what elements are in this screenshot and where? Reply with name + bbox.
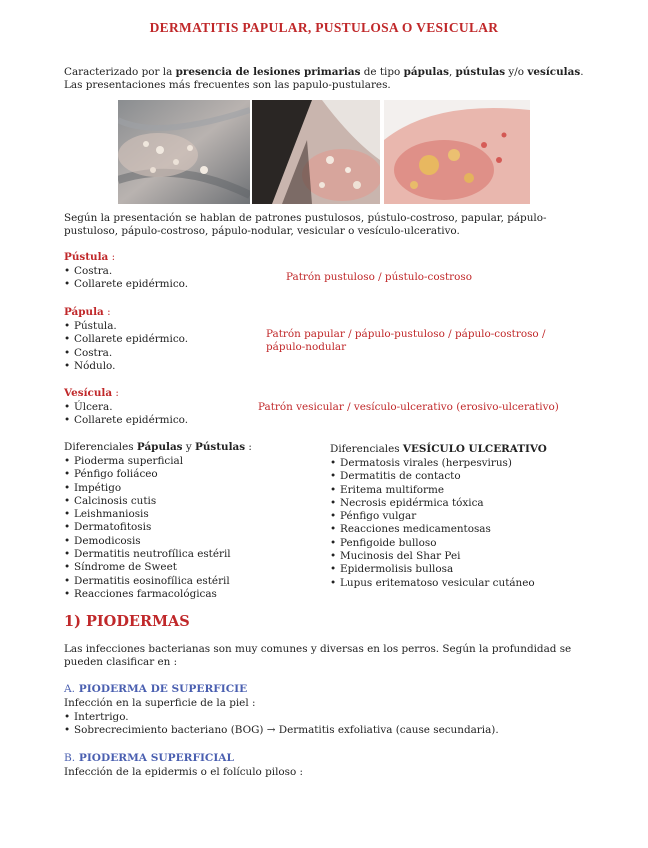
list-item: • Dermatitis de contacto: [330, 470, 535, 483]
intro-bold-3: pústulas: [455, 66, 506, 78]
pattern-label-vesicula: Patrón vesicular / vesículo-ulcerativo (erosivo-ulcerativo): [258, 401, 559, 413]
lesion-list-vesicula: [64, 401, 188, 428]
intro-bold-2: pápulas: [403, 66, 449, 78]
lesion-name: Vesícula: [64, 387, 113, 399]
intro-text-3: ,: [448, 66, 456, 78]
subsection-b-desc: Infección de la epidermis o el folículo piloso :: [64, 766, 304, 778]
diff-left-pre: Diferenciales: [64, 441, 137, 453]
diff-left-bold-1: Pápulas: [136, 441, 183, 453]
list-item: • Epidermolisis bullosa: [330, 563, 535, 576]
lesion-name: Pústula: [64, 251, 109, 263]
diff-left-mid: y: [182, 441, 196, 453]
pattern-label-papula: Patrón papular / pápulo-pustuloso / pápulo-costroso / pápulo-nodular: [266, 328, 546, 354]
lesion-heading-vesicula: [64, 387, 119, 400]
list-item: • Necrosis epidérmica tóxica: [330, 497, 535, 510]
diff-right-bold: VESÍCULO ULCERATIVO: [402, 443, 547, 455]
list-item: • Pioderma superficial: [64, 455, 231, 468]
list-item: • Úlcera.: [64, 401, 188, 414]
lesion-heading-papula: [64, 306, 111, 319]
list-item: • Mucinosis del Shar Pei: [330, 550, 535, 563]
photo-pustules-dog-muzzle: [252, 100, 380, 204]
photo-vesicles-skin: [384, 100, 530, 204]
list-item: • Dermatofitosis: [64, 521, 231, 534]
list-item: • Lupus eritematoso vesicular cutáneo: [330, 577, 535, 590]
list-item: • Dermatitis neutrofílica estéril: [64, 548, 231, 561]
list-item: • Intertrigo.: [64, 711, 499, 724]
list-item: • Síndrome de Sweet: [64, 561, 231, 574]
list-item: • Impétigo: [64, 482, 231, 495]
diff-right-heading: [330, 443, 547, 456]
intro-text-1: Caracterizado por la: [64, 66, 176, 78]
section-heading-piodermas: 1) PIODERMAS: [64, 613, 190, 630]
diff-left-post: :: [245, 441, 252, 453]
diff-right-list: [330, 457, 535, 590]
pattern-label-pustula: Patrón pustuloso / pústulo-costroso: [286, 271, 472, 283]
list-item: • Sobrecrecimiento bacteriano (BOG) → Dermatitis exfoliativa (cause secundaria).: [64, 724, 499, 737]
subsection-b-title: PIODERMA SUPERFICIAL: [78, 752, 234, 764]
intro-text-5: . Las presentaciones más frecuentes son las papulo-pustulares.: [64, 66, 584, 92]
list-item: • Pústula.: [64, 320, 188, 333]
list-item: • Reacciones medicamentosas: [330, 523, 535, 536]
diff-left-heading: [64, 441, 252, 454]
list-item: • Costra.: [64, 265, 188, 278]
diff-left-list: [64, 455, 231, 601]
list-item: • Nódulo.: [64, 360, 188, 373]
intro-bold-1: presencia de lesiones primarias: [175, 66, 361, 78]
list-item: • Pénfigo vulgar: [330, 510, 535, 523]
list-item: • Leishmaniosis: [64, 508, 231, 521]
list-item: • Pénfigo foliáceo: [64, 468, 231, 481]
intro-text-2: de tipo: [360, 66, 404, 78]
subsection-b-heading: [64, 752, 234, 764]
list-item: • Collarete epidérmico.: [64, 278, 188, 291]
subsection-a-desc: Infección en la superficie de la piel :: [64, 697, 256, 709]
page-title: DERMATITIS PAPULAR, PUSTULOSA O VESICULAR: [149, 20, 499, 35]
subsection-b-letter: B.: [64, 752, 76, 764]
list-item: • Eritema multiforme: [330, 484, 535, 497]
diff-right-pre: Diferenciales: [330, 443, 403, 455]
list-item: • Demodicosis: [64, 535, 231, 548]
photo-papules-dog-skin: [118, 100, 250, 204]
list-item: • Dermatitis eosinofílica estéril: [64, 575, 231, 588]
subsection-a-list: [64, 711, 499, 738]
lesion-colon: :: [103, 306, 111, 318]
lesion-colon: :: [108, 251, 116, 263]
intro-text-4: y/o: [505, 66, 528, 78]
subsection-a-heading: [64, 683, 247, 695]
list-item: • Penfigoide bulloso: [330, 537, 535, 550]
intro-bold-4: vesículas: [527, 66, 581, 78]
lesion-colon: :: [112, 387, 119, 399]
lesion-list-papula: [64, 320, 188, 373]
list-item: • Costra.: [64, 347, 188, 360]
list-item: • Collarete epidérmico.: [64, 414, 188, 427]
lesion-heading-pustula: [64, 251, 115, 264]
patterns-paragraph: Según la presentación se hablan de patrones pustulosos, pústulo-costroso, papular, pápulo-pustuloso, pápulo-costroso, pápulo-nodular, vesicular o vesículo-ulcerativo.: [64, 212, 547, 238]
list-item: • Calcinosis cutis: [64, 495, 231, 508]
subsection-a-letter: A.: [64, 683, 76, 695]
list-item: • Collarete epidérmico.: [64, 333, 188, 346]
list-item: • Dermatosis virales (herpesvirus): [330, 457, 535, 470]
lesion-name: Pápula: [64, 306, 104, 318]
section-intro: Las infecciones bacterianas son muy comunes y diversas en los perros. Según la profundidad se pueden clasificar en :: [64, 643, 572, 669]
list-item: • Reacciones farmacológicas: [64, 588, 231, 601]
lesion-list-pustula: [64, 265, 188, 292]
diff-left-bold-2: Pústulas: [195, 441, 246, 453]
subsection-a-title: PIODERMA DE SUPERFICIE: [78, 683, 248, 695]
intro-paragraph: [64, 66, 584, 93]
